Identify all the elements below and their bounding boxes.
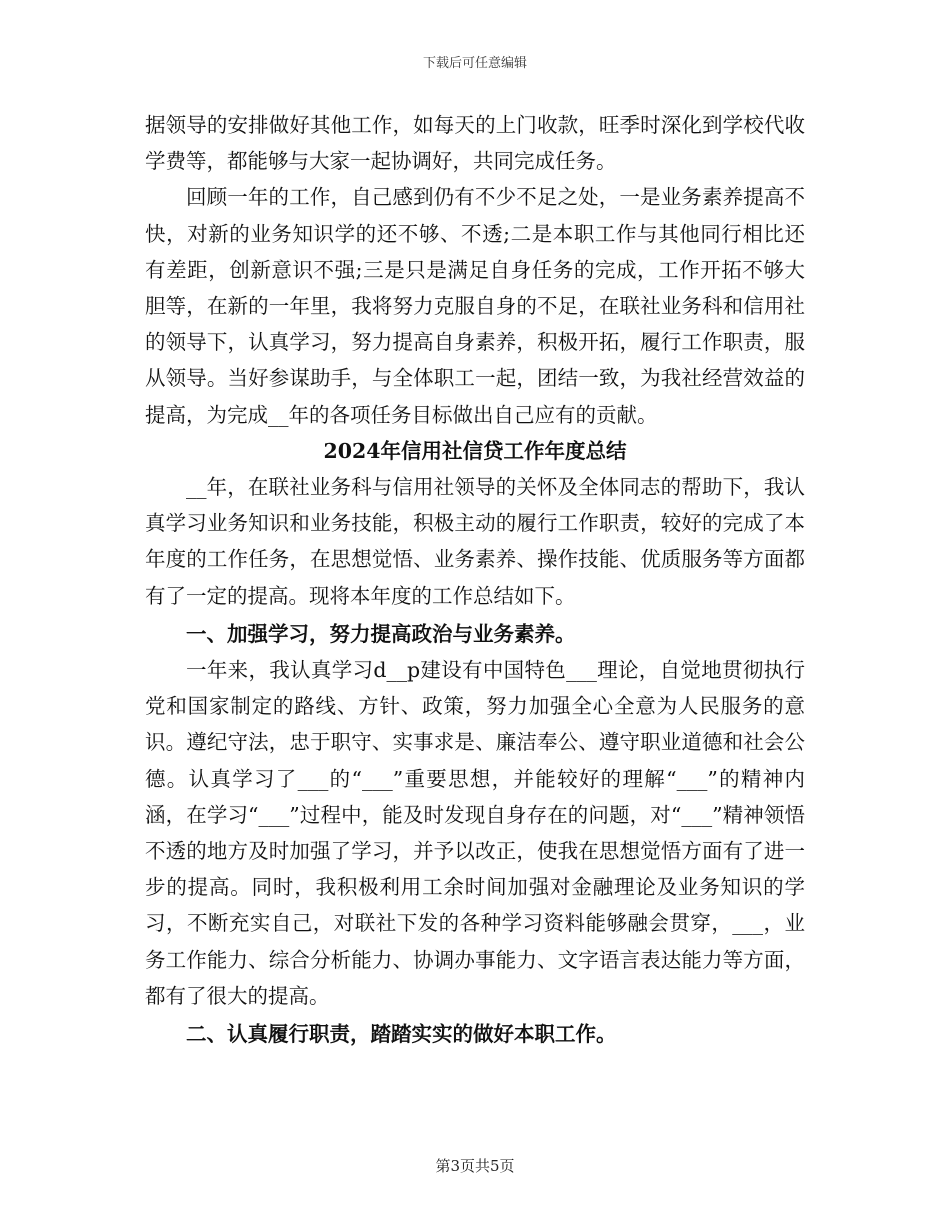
continued-paragraph: 据领导的安排做好其他工作，如每天的上门收款，旺季时深化到学校代收学费等，都能够与大家一起协调好，共同完成任务。 xyxy=(145,113,805,174)
intro-paragraph: __年，在联社业务科与信用社领导的关怀及全体同志的帮助下，我认真学习业务知识和业务技能，积极主动的履行工作职责，较好的完成了本年度的工作任务，在思想觉悟、业务素养、操作技能、优质服务等方面都有了一定的提高。现将本年度的工作总结如下。 xyxy=(145,475,805,608)
section-title: 2024年信用社信贷工作年度总结 xyxy=(323,438,627,463)
heading-1: 一、加强学习，努力提高政治与业务素养。 xyxy=(186,621,576,646)
review-paragraph: 回顾一年的工作，自己感到仍有不少不足之处，一是业务素养提高不快，对新的业务知识学的还不够、不透;二是本职工作与其他同行相比还有差距，创新意识不强;三是只是满足自身任务的完成，工作开拓不够大胆等，在新的一年里，我将努力克服自身的不足，在联社业务科和信用社的领导下，认真学习，努力提高自身素养，积极开拓，履行工作职责，服从领导。当好参谋助手，与全体职工一起，团结一致，为我社经营效益的提高，为完成__年的各项任务目标做出自己应有的贡献。 xyxy=(145,185,805,427)
study-paragraph: 一年来，我认真学习d__p建设有中国特色___理论，自觉地贯彻执行党和国家制定的路线、方针、政策，努力加强全心全意为人民服务的意识。遵纪守法，忠于职守、实事求是、廉洁奉公、遵守职业道德和社会公德。认真学习了___的“___”重要思想，并能较好的理解“___”的精神内涵，在学习“___”过程中，能及时发现自身存在的问题，对“___”精神领悟不透的地方及时加强了学习，并予以改正，使我在思想觉悟方面有了进一步的提高。同时，我积极利用工余时间加强对金融理论及业务知识的学习，不断充实自己，对联社下发的各种学习资料能够融会贯穿，___，业务工作能力、综合分析能力、协调办事能力、文字语言表达能力等方面，都有了很大的提高。 xyxy=(145,658,805,1008)
page-footer: 第3页共5页 xyxy=(435,1157,515,1175)
page-header: 下载后可任意编辑 xyxy=(422,56,527,71)
heading-2: 二、认真履行职责，踏踏实实的做好本职工作。 xyxy=(186,1022,617,1047)
document-body xyxy=(145,107,805,1052)
